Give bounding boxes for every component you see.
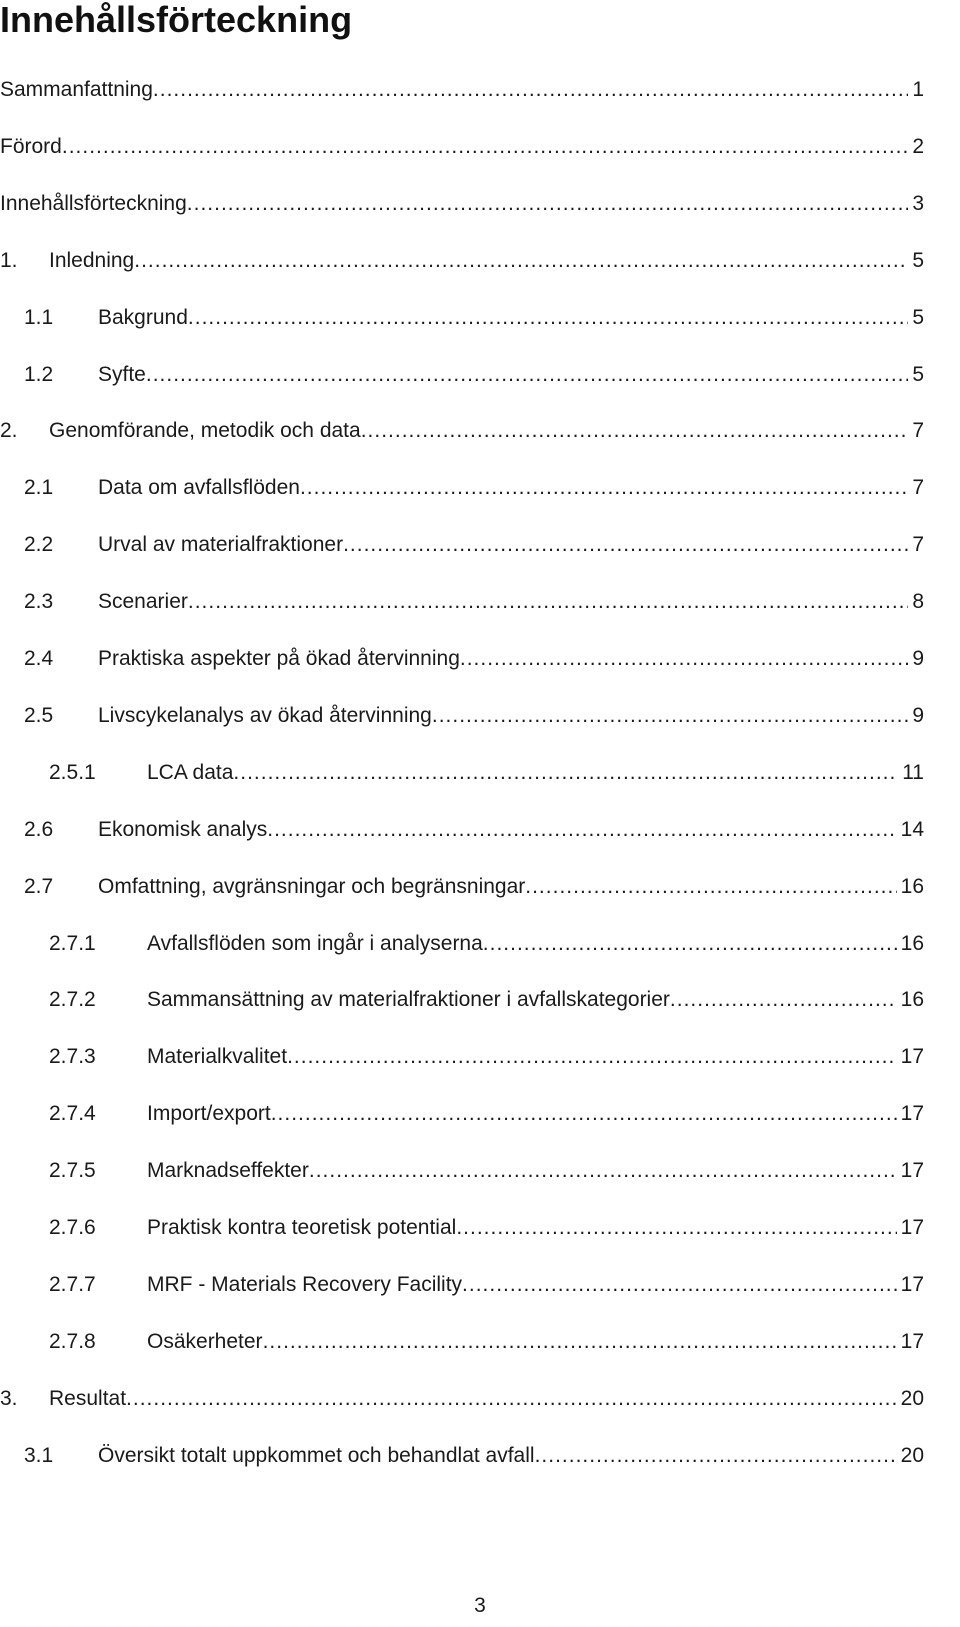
- toc-entry-title: Avfallsflöden som ingår i analyserna: [147, 931, 483, 955]
- dot-leader: [309, 1156, 897, 1186]
- dot-leader: [62, 132, 908, 162]
- toc-entry[interactable]: [24, 867, 924, 907]
- toc-entry-page: 7: [912, 533, 924, 557]
- toc-entry[interactable]: [49, 753, 924, 793]
- toc-entry-title: Urval av materialfraktioner: [98, 533, 344, 557]
- toc-entry-number: 2.7.7: [49, 1272, 96, 1296]
- dot-leader: [188, 587, 908, 617]
- toc-entry[interactable]: [24, 468, 924, 508]
- toc-entry[interactable]: [24, 696, 924, 736]
- toc-entry-number: 2.3: [24, 590, 54, 614]
- dot-leader: [525, 872, 896, 902]
- toc-entry-title: Livscykelanalys av ökad återvinning: [98, 703, 432, 727]
- toc-entry-page: 9: [912, 703, 924, 727]
- toc-entry-title: Omfattning, avgränsningar och begränsningar: [98, 874, 526, 898]
- dot-leader: [233, 758, 898, 788]
- toc-entry-page: 17: [900, 1216, 924, 1239]
- dot-leader: [432, 701, 908, 731]
- toc-entry[interactable]: [24, 582, 924, 622]
- dot-leader: [153, 75, 908, 105]
- toc-entry[interactable]: [0, 70, 924, 110]
- page-number: 3: [474, 1594, 486, 1617]
- toc-entry-title: Inledning: [49, 248, 135, 272]
- toc-entry-title: Import/export: [147, 1102, 271, 1126]
- toc-entry-title: Syfte: [98, 362, 146, 386]
- toc-entry-page: 7: [912, 419, 924, 443]
- toc-entry-page: 1: [912, 78, 924, 101]
- toc-entry[interactable]: [24, 1436, 924, 1476]
- toc-entry-page: 9: [912, 647, 924, 670]
- toc-entry-page: 16: [900, 874, 924, 898]
- toc-entry-number: 2.7.1: [49, 931, 96, 955]
- dot-leader: [126, 1384, 897, 1414]
- toc-entry-page: 20: [900, 1386, 924, 1410]
- toc-entry-number: 3.1: [24, 1443, 54, 1467]
- toc-entry-title: Osäkerheter: [147, 1329, 263, 1353]
- toc-entry-title: Översikt totalt uppkommet och behandlat avfall: [98, 1443, 535, 1467]
- toc-entry[interactable]: [24, 298, 924, 338]
- toc-entry-page: 16: [900, 988, 924, 1012]
- toc-entry[interactable]: [0, 127, 924, 167]
- toc-entry-page: 17: [900, 1159, 924, 1183]
- toc-entry[interactable]: [0, 184, 924, 224]
- toc-entry-title: Förord: [0, 134, 62, 158]
- toc-entry-page: 17: [900, 1329, 924, 1353]
- dot-leader: [483, 929, 897, 959]
- toc-entry-title: Scenarier: [98, 590, 188, 614]
- toc-entry[interactable]: [24, 355, 924, 395]
- toc-entry[interactable]: [49, 1037, 924, 1077]
- toc-entry[interactable]: [49, 1208, 924, 1248]
- toc-entry-page: 17: [900, 1045, 924, 1069]
- dot-leader: [670, 985, 897, 1015]
- toc-entry-number: 2.7.6: [49, 1216, 96, 1239]
- toc-entry-title: Bakgrund: [98, 305, 188, 329]
- toc-entry-number: 2.4: [24, 647, 54, 670]
- toc-entry[interactable]: [49, 1151, 924, 1191]
- toc-entry-page: 5: [912, 248, 924, 272]
- toc-entry-page: 7: [912, 476, 924, 500]
- toc-entry-page: 5: [912, 305, 924, 329]
- toc-entry-number: 1.: [0, 248, 18, 272]
- dot-leader: [134, 246, 908, 276]
- toc-entry[interactable]: [24, 639, 924, 679]
- toc-entry-page: 8: [912, 590, 924, 614]
- dot-leader: [456, 1213, 896, 1243]
- dot-leader: [267, 815, 896, 845]
- toc-entry-page: 20: [900, 1443, 924, 1467]
- toc-entry-number: 2.7.4: [49, 1102, 96, 1126]
- dot-leader: [187, 189, 909, 219]
- toc-entry-title: Sammanfattning: [0, 78, 153, 101]
- toc-entry-title: Ekonomisk analys: [98, 817, 268, 841]
- toc-entry-number: 2.5: [24, 703, 54, 727]
- dot-leader: [263, 1327, 897, 1357]
- dot-leader: [300, 473, 908, 503]
- toc-entry[interactable]: [0, 241, 924, 281]
- dot-leader: [535, 1441, 897, 1471]
- toc-entry-page: 16: [900, 931, 924, 955]
- toc-entry-number: 2.7.3: [49, 1045, 96, 1069]
- toc-entry[interactable]: [49, 1094, 924, 1134]
- toc-entry-number: 2.7.2: [49, 988, 96, 1012]
- dot-leader: [287, 1042, 897, 1072]
- dot-leader: [271, 1099, 897, 1129]
- toc-entry[interactable]: [49, 980, 924, 1020]
- toc-entry-number: 2.1: [24, 476, 54, 500]
- toc-entry-page: 2: [912, 134, 924, 158]
- toc-entry-page: 17: [900, 1102, 924, 1126]
- toc-entry-title: Resultat: [49, 1386, 127, 1410]
- dot-leader: [462, 1270, 897, 1300]
- toc-entry-title: Materialkvalitet: [147, 1045, 288, 1069]
- toc-entry[interactable]: [49, 1322, 924, 1362]
- toc-entry-page: 14: [900, 817, 924, 841]
- toc-entry-title: MRF - Materials Recovery Facility: [147, 1272, 463, 1296]
- toc-entry-title: Innehållsförteckning: [0, 191, 187, 215]
- toc-entry-number: 1.2: [24, 362, 54, 386]
- toc-entry-page: 3: [912, 191, 924, 215]
- page-title: Innehållsförteckning: [0, 0, 353, 40]
- dot-leader: [146, 360, 908, 390]
- toc-entry-number: 2.5.1: [49, 760, 96, 784]
- toc-entry-page: 17: [900, 1272, 924, 1296]
- toc-entry[interactable]: [49, 1265, 924, 1305]
- toc-entry-number: 2.7: [24, 874, 54, 898]
- toc-entry-title: LCA data: [147, 760, 234, 784]
- toc-entry-number: 1.1: [24, 305, 54, 329]
- toc-entry-title: Data om avfallsflöden: [98, 476, 300, 500]
- toc-entry[interactable]: [0, 1379, 924, 1419]
- toc-entry-number: 2.7.8: [49, 1329, 96, 1353]
- toc-entry-title: Sammansättning av materialfraktioner i avfallskategorier: [147, 988, 670, 1012]
- toc-entry-number: 3.: [0, 1386, 18, 1410]
- dot-leader: [361, 416, 909, 446]
- dot-leader: [343, 530, 908, 560]
- toc-entry-number: 2.6: [24, 817, 54, 841]
- toc-entry-page: 11: [902, 760, 924, 784]
- toc-entry-title: Praktisk kontra teoretisk potential: [147, 1216, 457, 1239]
- toc-entry[interactable]: [24, 810, 924, 850]
- toc-entry-title: Praktiska aspekter på ökad återvinning: [98, 647, 460, 670]
- toc-entry-title: Genomförande, metodik och data: [49, 419, 361, 443]
- dot-leader: [460, 644, 908, 674]
- dot-leader: [188, 303, 908, 333]
- toc-entry-title: Marknadseffekter: [147, 1159, 309, 1183]
- toc-entry-number: 2.2: [24, 533, 54, 557]
- toc-entry[interactable]: [0, 411, 924, 451]
- toc-entry-page: 5: [912, 362, 924, 386]
- toc-entry-number: 2.: [0, 419, 18, 443]
- toc-entry[interactable]: [24, 525, 924, 565]
- toc-entry-number: 2.7.5: [49, 1159, 96, 1183]
- toc-entry[interactable]: [49, 924, 924, 964]
